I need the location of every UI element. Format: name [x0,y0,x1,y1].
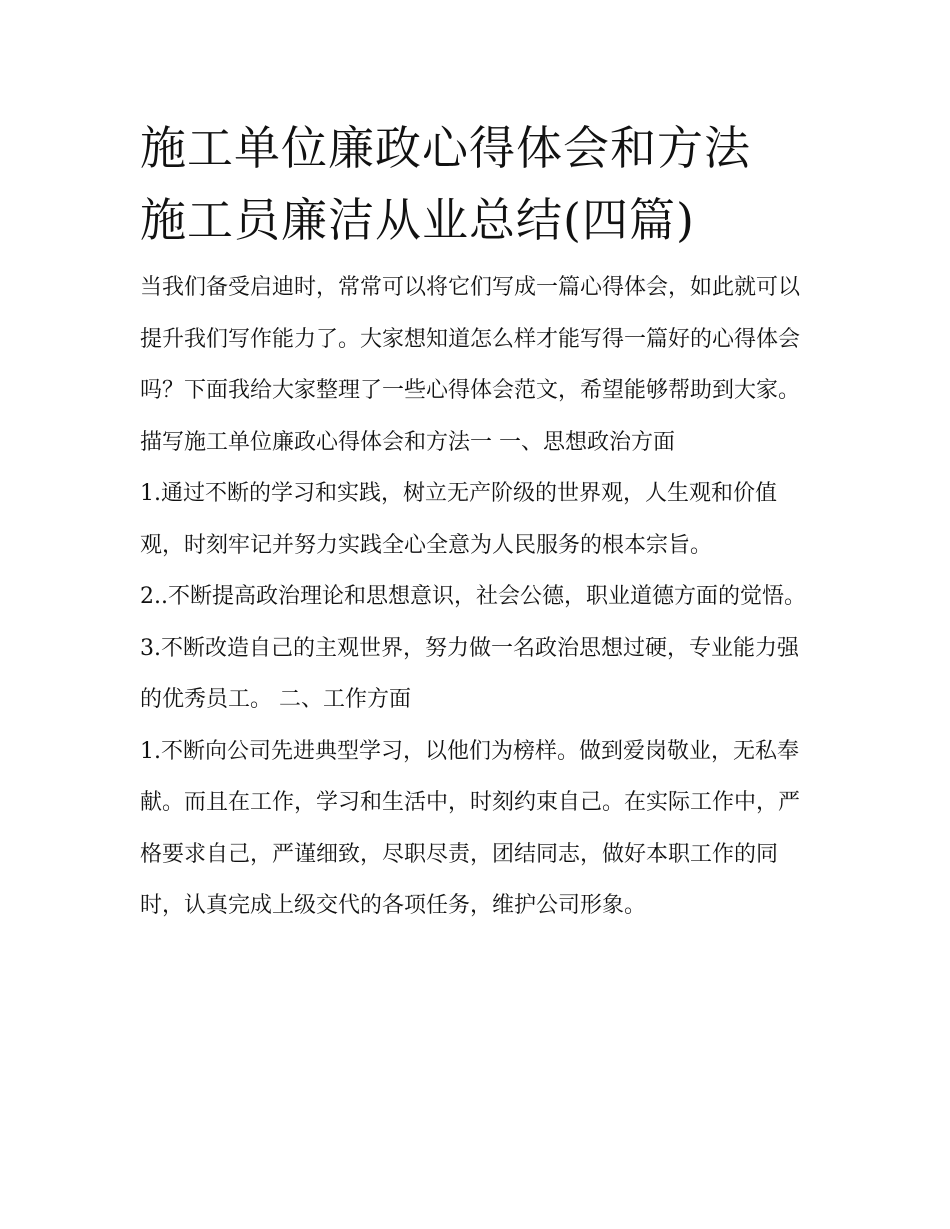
section-heading: 描写施工单位廉政心得体会和方法一 一、思想政治方面 [140,429,675,455]
document-title [140,112,820,256]
title-line: 施工员廉洁从业总结(四篇) [140,193,695,247]
intro-paragraph: 当我们备受启迪时，常常可以将它们写成一篇心得体会，如此就可以提升我们写作能力了。大家想知道怎么样才能写得一篇好的心得体会吗？下面我给大家整理了一些心得体会范文，希望能够帮助到大家。 [140,275,801,403]
body-paragraph: 1.不断向公司先进典型学习，以他们为榜样。做到爱岗敬业，无私奉献。而且在工作，学习和生活中，时刻约束自己。在实际工作中，严格要求自己，严谨细致，尽职尽责，团结同志，做好本职工作的同时，认真完成上级交代的各项任务，维护公司形象。 [140,738,801,918]
body-paragraph: 1.通过不断的学习和实践，树立无产阶级的世界观，人生观和价值观，时刻牢记并努力实践全心全意为人民服务的根本宗旨。 [140,481,777,558]
title-line: 施工单位廉政心得体会和方法 [140,121,751,175]
body-paragraph: 2..不断提高政治理论和思想意识，社会公德，职业道德方面的觉悟。 3.不断改造自己的主观世界，努力做一名政治思想过硬，专业能力强的优秀员工。 二、工作方面 [140,584,806,712]
document-page [140,112,820,932]
